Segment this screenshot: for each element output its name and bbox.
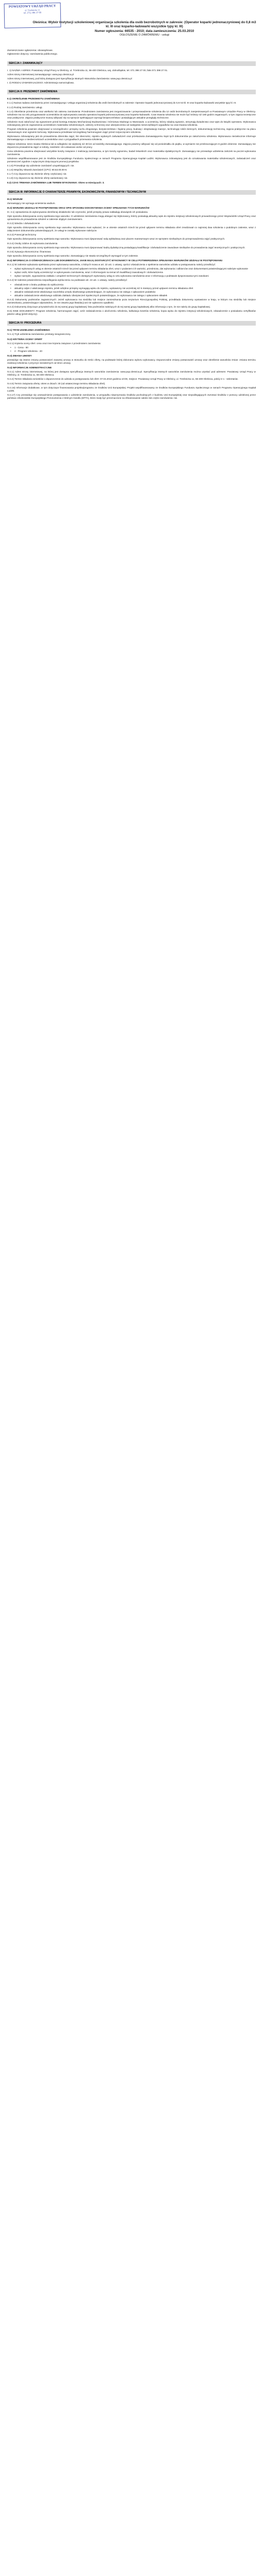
notice-content — [7, 49, 256, 401]
list-item: • 2 - Program szkolenia - 20 — [7, 350, 256, 353]
paragraph: IV.4.17) Czy przewiduje się unieważnienie postępowania o udzielenie zamówienia, w przypadku nieprzyznania środków pochodzących z budżetu Unii Europejskiej oraz niepodlegających zwrotowi środków z pomocy udzielonej przez państwa członkowskie Europejskiego Porozumienia o Wolnym Handlu (EFTA), które miały być przeznaczone na sfinansowanie całości lub części zamówienia: nie. — [7, 393, 256, 399]
sections-container — [7, 61, 256, 400]
paragraph: III.3.5) Sytuacja ekonomiczna i finansowa — [7, 250, 51, 253]
paragraph: Wykonawca zobowiązany jest do prowadzenia dziennika zajęć, list obecności, rejestru wydanych zaświadczeń oraz przekazania Zamawiającemu kopii tych dokumentów po zakończeniu szkolenia. Wykonawca niezwłocznie informuje Zamawiającego o nieobecnościach uczestników oraz o przypadkach przerwania szkolenia. — [7, 135, 256, 141]
paragraph: III. 3.1) Uprawnienia do wykonywania określonej działalności lub czynności, jeżeli przepisy prawa nakładają obowiązek ich posiadania. — [7, 210, 149, 213]
notice-meta — [7, 49, 256, 56]
paragraph: II.1.7) Czy dopuszcza się złożenie oferty częściowej: nie. — [7, 173, 67, 176]
paragraph: IV.4.16) Informacje dodatkowe, w tym dotyczące finansowania projektu/programu ze środków Unii Europejskiej: Projekt współfinansowany ze środków Europejskiego Funduszu Społecznego w ramach Programu Operacyjnego Kapitał Ludzki. — [7, 386, 256, 392]
paragraph: Opis sposobu dokonywania oceny spełniania tego warunku: Wykonawca musi dysponować kadrą dydaktyczną posiadającą kwalifikacje i doświadczenie zawodowe niezbędne do prowadzenia zajęć teoretycznych i praktycznych. — [7, 246, 245, 249]
paragraph: II.1.5) Przewiduje się udzielenie zamówień uzupełniających: nie. — [7, 164, 75, 167]
section-heading: SEKCJA IV: PROCEDURA — [7, 321, 256, 326]
paragraph: III.6) INNE DOKUMENTY: Program szkolenia, harmonogram zajęć, wzór zaświadczenia o ukończeniu szkolenia, kalkulacja kosztów szkolenia, kopia wpisu do rejestru instytucji szkoleniowych, oświadczenie o posiadaniu certyfikatów jakości usług (jeżeli dotyczy). — [7, 310, 256, 316]
paragraph: IV.4.5) Termin związania ofertą: okres w dniach: 30 (od ostatecznego terminu składania ofert). — [7, 382, 106, 385]
paragraph: IV.2.1) Kryteria oceny ofert: cena oraz inne kryteria związane z przedmiotem zamówienia: — [7, 342, 101, 345]
paragraph: Program szkolenia powinien obejmować w szczególności: przepisy ruchu drogowego, bezpieczeństwo i higienę pracy, budowę i eksploatację maszyn, technologię robót ziemnych, dokumentację techniczną, zajęcia praktyczne na placu manewrowym oraz egzamin końcowy. Wykonawca przedstawi szczegółowy harmonogram zajęć przed rozpoczęciem szkolenia. — [7, 128, 256, 134]
subsection-heading: III.1) WADIUM — [7, 197, 23, 200]
section-heading: SEKCJA II: PRZEDMIOT ZAMÓWIENIA — [7, 90, 256, 94]
paragraph: Adres strony internetowej zamawiającego: www.pup.olesnica.pl — [7, 73, 74, 76]
list-item: • 1 - Cena - 80 — [7, 346, 256, 349]
list-item: • aktualne zaświadczenie właściwego naczelnika urzędu skarbowego potwierdzające, że wykonawca nie zalega z opłacaniem podatków — [7, 291, 256, 294]
list-item: • wykaz wykonanych usług w okresie ostatnich trzech lat przed upływem terminu składania ofert, wraz z podaniem ich wartości, przedmiotu, dat wykonania i odbiorców oraz dokumentami potwierdzającymi należyte wykonanie — [7, 267, 256, 270]
list-item: • aktualny odpis z właściwego rejestru, jeżeli odrębne przepisy wymagają wpisu do rejestru, wystawiony nie wcześniej niż 6 miesięcy przed upływem terminu składania ofert — [7, 287, 256, 290]
paragraph: Opis sposobu dokonywania oceny spełniania tego warunku: Wykonawca musi wykazać, że w okresie ostatnich trzech lat przed upływem terminu składania ofert zrealizował co najmniej dwa szkolenia o podobnym zakresie, wraz z załączeniem dokumentów potwierdzających, że usługi te zostały wykonane należycie. — [7, 226, 256, 232]
paragraph: Zamawiający nie wymaga wniesienia wadium. — [7, 201, 56, 205]
list-item: • aktualne zaświadczenie właściwego oddziału Zakładu Ubezpieczeń Społecznych potwierdzające, że wykonawca nie zalega z opłacaniem składek — [7, 294, 256, 297]
paragraph: II.1.2) Rodzaj zamówienia: usługi. — [7, 106, 43, 109]
list-item: • oświadczenie o braku podstaw do wykluczenia — [7, 283, 256, 286]
subsection-heading: IV.1) TRYB UDZIELENIA ZAMÓWIENIA — [7, 329, 50, 332]
paragraph: III.4.3) Dokumenty podmiotów zagranicznych: Jeżeli wykonawca ma siedzibę lub miejsce zamieszkania poza terytorium Rzeczypospolitej Polskiej, przedkłada dokumenty wystawione w kraju, w którym ma siedzibę lub miejsce zamieszkania, potwierdzające odpowiednio, że nie otwarto jego likwidacji ani nie ogłoszono upadłości. — [7, 298, 256, 304]
paragraph: I. 1) NAZWA I ADRES: Powiatowy Urząd Pracy w Oleśnicy, ul. Trzebnicka 11, 56-400 Oleśnica, woj. dolnośląskie, tel. 071 398 27 00, faks 071 398 27 01. — [7, 69, 168, 72]
section-heading: SEKCJA III: INFORMACJE O CHARAKTERZE PRAWNYM, EKONOMICZNYM, FINANSOWYM I TECHNICZNYM — [7, 190, 256, 195]
paragraph: II.1.8) Czy dopuszcza się złożenie oferty wariantowej: nie. — [7, 177, 68, 180]
paragraph: Szkolenie współfinansowane jest ze środków Europejskiego Funduszu Społecznego w ramach Programu Operacyjnego Kapitał Ludzki. Wykonawca zobowiązany jest do oznakowania materiałów szkoleniowych, zaświadczeń oraz pomieszczeń zgodnie z wytycznymi dotyczącymi promocji projektów. — [7, 157, 256, 163]
paragraph: IV.4.1) Adres strony internetowej, na której jest dostępna specyfikacja istotnych warunków zamówienia: www.pup.olesnica.pl. Specyfikację istotnych warunków zamówienia można uzyskać pod adresem: Powiatowy Urząd Pracy w Oleśnicy, ul. Trzebnicka 11, 56-400 Oleśnica. — [7, 370, 256, 377]
paragraph: przewiduje się istotne zmiany postanowień zawartej umowy w stosunku do treści oferty, na podstawie której dokonano wyboru wykonawcy. Dopuszczalne zmiany postanowień umowy oraz określenie warunków zmian: zmiana terminu realizacji szkolenia z przyczyn niezależnych od stron umowy. — [7, 359, 256, 365]
paragraph: Miejsce szkolenia: teren miasta Oleśnica lub w odległości nie większej niż 30 km od siedziby Zamawiającego. Zajęcia powinny odbywać się od poniedziałku do piątku, w wymiarze nie przekraczającym 8 godzin dziennie. Zamawiający nie dopuszcza prowadzenia zajęć w soboty, niedziele i dni ustawowo wolne od pracy. — [7, 142, 256, 148]
paragraph: III.3.3) Potencjał techniczny — [7, 233, 37, 236]
paragraph: IV.4.4) Termin składania wniosków o dopuszczenie do udziału w postępowaniu lub ofert: 07.04.2010 godzina 10:00, miejsce: Powiatowy Urząd Pracy w Oleśnicy, ul. Trzebnicka 11, 56-400 Oleśnica, pokój nr 1 - sekretariat. — [7, 378, 238, 381]
paragraph: IV.1.1) Tryb udzielenia zamówienia: przetarg nieograniczony. — [7, 333, 71, 336]
subsection-heading: IV.3) ZMIANA UMOWY — [7, 354, 32, 357]
stamp-line-2: ul. Trzebnicka 11 — [25, 8, 40, 12]
paragraph: Opis sposobu dokonywania oceny spełniania tego warunku: Wykonawca musi dysponować salą wykładową oraz placem manewrowym wraz ze sprzętem niezbędnym do przeprowadzenia zajęć praktycznych. — [7, 238, 225, 241]
subsection-heading: III.3) WARUNKI UDZIAŁU W POSTĘPOWANIU ORAZ OPIS SPOSOBU DOKONYWANIA OCENY SPEŁNIANIA TYCH WARUNKÓW — [7, 206, 150, 209]
notice-number: Numer ogłoszenia: 66535 - 2010; data zamieszczenia: 25.03.2010 — [94, 29, 194, 33]
meta-line-2: Ogłoszenie dotyczy: zamówienia publicznego. — [7, 53, 58, 56]
paragraph: III.4.2) W zakresie potwierdzenia niepodlegania wykluczeniu na podstawie art. 24 ust. 1 ustawy, należy przedłożyć: — [7, 279, 128, 282]
subsection-heading: II.2) CZAS TRWANIA ZAMÓWIENIA LUB TERMIN WYKONANIA: Okres w miesiącach: 3. — [7, 181, 105, 184]
paragraph: III.3.4) Osoby zdolne do wykonania zamówienia — [7, 242, 58, 245]
subsection-heading: IV.2) KRYTERIA OCENY OFERT — [7, 337, 43, 341]
list-item: • wykaz osób, które będą uczestniczyć w wykonywaniu zamówienia, wraz z informacjami na temat ich kwalifikacji zawodowych i doświadczenia — [7, 271, 256, 274]
subsection-heading: II.1) OKREŚLENIE PRZEDMIOTU ZAMÓWIENIA — [7, 97, 60, 100]
paragraph: III.4.1) W zakresie wykazania spełniania przez wykonawcę warunków, o których mowa w art. 22 ust. 1 ustawy, oprócz oświadczenia o spełnieniu warunków udziału w postępowaniu należy przedłożyć: — [7, 263, 216, 266]
paragraph: II.1.1) Nazwa nadana zamówieniu przez zamawiającego: Usługa organizacji szkolenia dla osób bezrobotnych w zakresie: Operator koparki jednonaczyniowej do 0,8 m3 kl. III oraz koparko-ładowarki wszystkie typy kl. III. — [7, 101, 237, 105]
paragraph: Cena szkolenia powinna obejmować wszystkie koszty związane z realizacją zamówienia, w tym koszty egzaminu, badań lekarskich oraz materiałów dydaktycznych. Zamawiający nie przewiduje udzielenia zaliczek na poczet wykonania zamówienia. — [7, 149, 256, 156]
subsection-heading: III.4) INFORMACJA O OŚWIADCZENIACH LUB DOKUMENTACH, JAKIE MAJĄ DOSTARCZYĆ WYKONAWCY W CELU POTWIERDZENIA SPEŁNIANIA WARUNKÓW UDZIAŁU W POSTĘPOWANIU — [7, 259, 223, 262]
notice-title: Oleśnica: Wybór Instytucji szkoleniowej organizacja szkolenia dla osób bezrobotnych w zakresie: (Operator koparki jednonaczyniowej do 0,8 m3 kl. III oraz koparko-ładowarki wszystkie typy kl. III) — [32, 21, 256, 29]
notice-header — [31, 21, 258, 37]
paragraph: III.3.2) Wiedza i doświadczenie — [7, 222, 40, 225]
paragraph: II.1.4) Określenie przedmiotu oraz wielkości lub zakresu zamówienia: Przedmiotem zamówienia jest zorganizowanie i przeprowadzenie szkolenia dla 12 osób bezrobotnych zarejestrowanych w Powiatowym Urzędzie Pracy w Oleśnicy. Szkolenie ma na celu przygotowanie uczestników do wykonywania zawodu operatora koparki jednonaczyniowej oraz koparko-ładowarki. Czas trwania szkolenia nie może być krótszy niż 180 godzin zegarowych, w tym zajęcia teoretyczne oraz praktyczne. Zajęcia praktyczne muszą odbywać się na sprzęcie spełniającym wymogi bezpieczeństwa i posiadającym aktualne przeglądy techniczne. — [7, 110, 256, 119]
paragraph: I. 2) RODZAJ ZAMAWIAJĄCEGO: Administracja samorządowa. — [7, 81, 75, 84]
section-heading: SEKCJA I: ZAMAWIAJĄCY — [7, 61, 256, 66]
stamp-line-1: POWIATOWY URZĄD PRACY — [8, 4, 56, 9]
paragraph: Adres strony internetowej, pod którą dostępna jest Specyfikacja Istotnych Warunków Zamówienia: www.pup.olesnica.pl — [7, 77, 132, 80]
meta-line-1: Zamieszczanie ogłoszenia: obowiązkowe. — [7, 49, 54, 52]
notice-type: OGŁOSZENIE O ZAMÓWIENIU - usługi — [119, 33, 170, 37]
paragraph: Opis sposobu dokonywania oceny spełniania tego warunku: O udzielenie zamówienia mogą ubiegać się Wykonawcy, którzy posiadają aktualny wpis do rejestru instytucji szkoleniowych prowadzonego przez Wojewódzki Urząd Pracy oraz uprawnienia do prowadzenia szkoleń w zakresie objętym zamówieniem. — [7, 214, 256, 221]
paragraph: III.4.4) Dokumenty dotyczące przynależności do tej samej grupy kapitałowej: lista podmiotów należących do tej samej grupy kapitałowej albo informacja o tym, że nie należy do grupy kapitałowej. — [7, 306, 210, 309]
stamp-line-3: tel. (71) 306 37 00 — [23, 11, 41, 14]
paragraph: Szkolenie musi zakończyć się egzaminem przed komisją Instytutu Mechanizacji Budownictwa i Górnictwa Skalnego w Warszawie, a uczestnicy, którzy zdadzą egzamin, otrzymają świadectwo oraz wpis do książki operatora. Wykonawca zobowiązany jest do zapewnienia uczestnikom materiałów szkoleniowych, odzieży ochronnej oraz ubezpieczenia od następstw nieszczęśliwych wypadków na czas trwania szkolenia. — [7, 120, 256, 127]
list-item: • wykaz narzędzi, wyposażenia zakładu i urządzeń technicznych dostępnych wykonawcy usług w celu wykonania zamówienia wraz z informacją o podstawie dysponowania tymi zasobami — [7, 275, 256, 278]
paragraph: II.1.6) Wspólny Słownik Zamówień (CPV): 80.53.00.00-8. — [7, 168, 68, 172]
subsection-heading: IV.4) INFORMACJE ADMINISTRACYJNE — [7, 366, 52, 369]
paragraph: Opis sposobu dokonywania oceny spełniania tego warunku: Zamawiający nie stawia szczególnych wymagań w tym zakresie. — [7, 254, 139, 257]
